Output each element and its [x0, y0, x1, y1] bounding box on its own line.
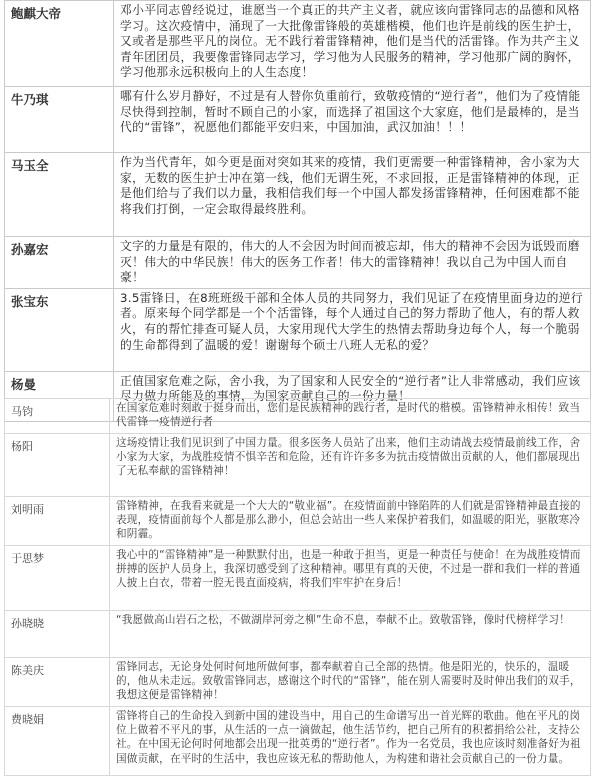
comment-text: 雷锋同志，无论身处何时何地所做何事，都奉献着自己全部的热情。他是阳光的，快乐的，温暖的，他从未走远。致敬雷锋同志，感谢这个时代的“雷锋”，能在别人需要时及时伸出我们的双手，我想这便是雷锋精神！: [110, 658, 591, 707]
comments-table-bottom: [4, 398, 591, 776]
table-row: [5, 434, 591, 497]
author-name: 孙嘉宏: [5, 237, 114, 289]
table-row: [5, 288, 591, 371]
table-row: [5, 153, 591, 237]
author-name: 鲍麒大帝: [5, 1, 114, 87]
table-row: [5, 707, 591, 776]
author-name: 于思梦: [5, 546, 110, 611]
comment-text: “我愿做高山岩石之松，不做湖岸河旁之柳”生命不息，奉献不止。致敬雷锋，像时代榜样学习！: [110, 611, 591, 658]
author-name: 马钧: [5, 399, 110, 434]
comment-text: 3.5雷锋日，在8班班级干部和全体人员的共同努力，我们见证了在疫情里面身边的逆行者。原来每个同学都是一个个活雷锋，每个人通过自己的努力帮助了他人，有的帮人救火，有的帮忙排查可疑人员，大家用现代大学生的热情去帮助身边每个人，每一个脆弱的生命都得到了温暖的爱！谢谢每个硕士八班人无私的爱？: [114, 288, 591, 371]
table-row: [5, 399, 591, 434]
comment-text: 雷锋精神，在我看来就是一个大大的“敬业福”。在疫情面前中锋陷阵的人们就是雷锋精神最直接的表现，疫情面前每个人都是那么渺小，但总会站出一些人来保护着我们，如温暖的阳光，驱散寒冷和阴霾。: [110, 497, 591, 546]
author-name: 陈美庆: [5, 658, 110, 707]
author-name: 牛乃琪: [5, 87, 114, 153]
comment-text: 我心中的“雷锋精神”是一种默默付出，也是一种敢于担当，更是一种责任与使命！在为战胜疫情而拼搏的医护人员身上，我深切感受到了这种精神。哪里有真的天使，不过是一群和我们一样的普通人披上白衣，带着一腔无畏直面疫病，将我们牢牢护在身后！: [110, 546, 591, 611]
table-row: [5, 658, 591, 707]
author-name: 孙晓晓: [5, 611, 110, 658]
comment-text: 在国家危难时刻敢于挺身而出，您们是民族精神的践行者，是时代的楷模。雷锋精神永相传！致当代雷锋一疫情逆行者: [110, 399, 591, 434]
author-name: 马玉全: [5, 153, 114, 237]
comment-text: 雷锋将自己的生命投入到新中国的建设当中，用自己的生命谱写出一首光辉的歌曲。他在平凡的岗位上做着不平凡的事，从生活的一点一滴做起，他生活节约，把自己所有的积蓄捐给公社，支持公社。在中国无论何时何地都会出现一批英勇的“逆行者”。作为一名党员，我也应该时刻准备好为祖国做贡献，在平时的生活中，我也应该无私的帮助他人，为构建和谐社会贡献自己的一份力量。: [110, 707, 591, 776]
table-row: [5, 497, 591, 546]
author-name: 杨曼: [5, 371, 114, 421]
table-row: [5, 87, 591, 153]
comment-text: 正值国家危难之际，舍小我，为了国家和人民安全的“逆行者”让人非常感动，我们应该尽力做力所能及的事情，为国家贡献自己的一份力量！: [114, 371, 591, 421]
table-row: [5, 546, 591, 611]
comment-text: 作为当代青年，如今更是面对突如其来的疫情，我们更需要一种雷锋精神，舍小家为大家，无数的医生护士冲在第一线，他们无谓生死，不求回报，正是雷锋精神的体现，正是他们给与了我们以力量，我相信我们每一个中国人都发扬雷锋精神，任何困难都不能将我们打倒，一定会取得最终胜利。: [114, 153, 591, 237]
comment-text: 这场疫情让我们见识到了中国力量。很多医务人员站了出来，他们主动请战去疫情最前线工作，舍小家为大家，为战胜疫情不惧辛苦和危险，还有许许多多为抗击疫情做出贡献的人，他们都展现出了无私奉献的雷锋精神！: [110, 434, 591, 497]
comments-table-top: [4, 0, 591, 422]
comment-text: 哪有什么岁月静好，不过是有人替你负重前行，致敬疫情的“逆行者”，他们为了疫情能尽快得到控制，暂时不顾自己的小家，而选择了祖国这个大家庭，他们是最棒的，是当代的“雷锋”，祝愿他们都能平安归来，中国加油，武汉加油！！！: [114, 87, 591, 153]
comment-text: 文字的力量是有限的，伟大的人不会因为时间而被忘却，伟大的精神不会因为诋毁而磨灭！伟大的中华民族！伟大的医务工作者！伟大的雷锋精神！我以自己为中国人而自豪！: [114, 237, 591, 289]
comment-text: 邓小平同志曾经说过，谁愿当一个真正的共产主义者，就应该向雷锋同志的品德和风格学习。这次疫情中，涌现了一大批像雷锋般的英雄楷模，他们也许是前线的医生护士，又或者是那些平凡的岗位。无不践行着雷锋精神，他们是当代的活雷锋。作为共产主义青年团团员，我要像雷锋同志学习，学习他为人民服务的精神，学习他那广阔的胸怀，学习他那永远积极向上的人生态度！: [114, 1, 591, 87]
table-row: [5, 1, 591, 87]
author-name: 费晓娟: [5, 707, 110, 776]
table-row: [5, 237, 591, 289]
author-name: 杨阳: [5, 434, 110, 497]
author-name: 张宝东: [5, 288, 114, 371]
table-row: [5, 611, 591, 658]
author-name: 刘明雨: [5, 497, 110, 546]
